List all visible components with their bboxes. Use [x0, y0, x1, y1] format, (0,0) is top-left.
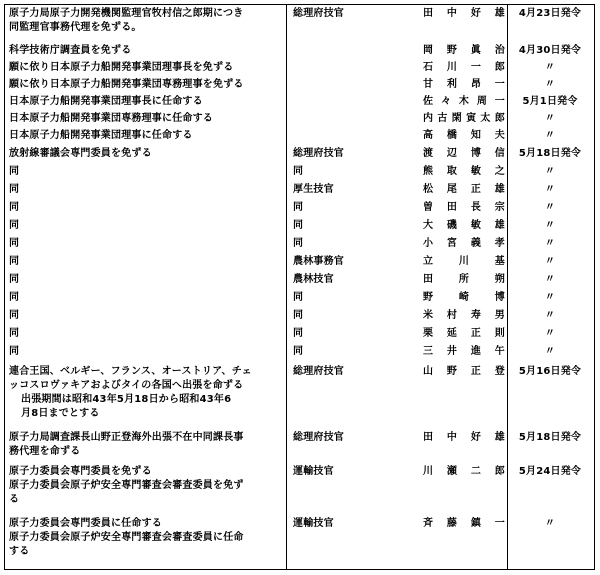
- person-name: 川瀬二郎: [423, 466, 505, 477]
- issue-date: 5月18日発令: [518, 148, 582, 159]
- issue-date: 〃: [544, 130, 556, 141]
- appointment-text: 同: [9, 220, 20, 231]
- appointment-text: 日本原子力船開発事業団理事に任命する: [9, 130, 193, 141]
- issue-date: 〃: [544, 518, 556, 529]
- person-name: 甘利昂一: [423, 79, 505, 90]
- official-title: 総理府技官: [293, 148, 344, 159]
- person-name: 岡野眞治: [423, 45, 505, 56]
- issue-date: 〃: [544, 202, 556, 213]
- appointment-text: 同: [9, 166, 20, 177]
- appointment-text: 同: [9, 346, 20, 357]
- appointment-text: 日本原子力船開発事業団理事長に任命する: [9, 96, 203, 107]
- table-body: [5, 5, 594, 569]
- official-title: 同: [293, 166, 304, 177]
- personnel-table: [4, 4, 595, 570]
- appointment-text: 原子力委員会専門委員に任命する 原子力委員会原子炉安全専門審査会審査委員に任命 する: [9, 518, 244, 557]
- appointment-text: 同: [9, 238, 20, 249]
- person-name: 栗延正則: [423, 328, 505, 339]
- official-title: 農林技官: [293, 274, 334, 285]
- person-name: 田中好雄: [423, 8, 505, 19]
- official-title: 農林事務官: [293, 256, 344, 267]
- issue-date: 5月1日発令: [522, 96, 578, 107]
- appointment-text: 日本原子力船開発事業団専務理事に任命する: [9, 113, 213, 124]
- appointment-text: 同: [9, 292, 20, 303]
- issue-date: 〃: [544, 328, 556, 339]
- official-title: 同: [293, 238, 304, 249]
- appointment-text: 同: [9, 274, 20, 285]
- issue-date: 〃: [544, 166, 556, 177]
- person-name: 斉藤鎮一: [423, 518, 505, 529]
- official-title: 総理府技官: [293, 432, 344, 443]
- appointment-text: 願に依り日本原子力船開発事業団理事長を免ずる: [9, 62, 234, 73]
- official-title: 総理府技官: [293, 366, 344, 377]
- official-title: 同: [293, 328, 304, 339]
- appointment-text: 同: [9, 328, 20, 339]
- appointment-text: 放射線審議会専門委員を免ずる: [9, 148, 152, 159]
- person-name: 山野正登: [423, 366, 505, 377]
- appointment-text: 同: [9, 184, 20, 195]
- person-name: 佐々木周一: [423, 96, 505, 107]
- person-name: 内古閑寅太郎: [423, 113, 505, 124]
- issue-date: 〃: [544, 184, 556, 195]
- person-name: 曽田長宗: [423, 202, 505, 213]
- issue-date: 〃: [544, 113, 556, 124]
- issue-date: 〃: [544, 346, 556, 357]
- issue-date: 〃: [544, 220, 556, 231]
- issue-date: 4月23日発令: [518, 8, 582, 19]
- issue-date: 5月24日発令: [518, 466, 582, 477]
- official-title: 同: [293, 310, 304, 321]
- issue-date: 〃: [544, 62, 556, 73]
- appointment-text: 科学技術庁調査員を免ずる: [9, 45, 132, 56]
- official-title: 同: [293, 220, 304, 231]
- person-name: 野崎博: [423, 292, 505, 303]
- appointment-text: 連合王国、ベルギー、フランス、オーストリア、チェ ッコスロヴァキアおよびタイの各国へ出張を命ずる 出張期間は昭和43年5月18日から昭和43年6 月8日までとする: [9, 366, 252, 419]
- issue-date: 〃: [544, 238, 556, 249]
- person-name: 高橋知夫: [423, 130, 505, 141]
- issue-date: 5月18日発令: [518, 432, 582, 443]
- official-title: 同: [293, 292, 304, 303]
- person-name: 渡辺博信: [423, 148, 505, 159]
- issue-date: 5月16日発令: [518, 366, 582, 377]
- issue-date: 〃: [544, 79, 556, 90]
- person-name: 大磯敏雄: [423, 220, 505, 231]
- official-title: 同: [293, 202, 304, 213]
- appointment-text: 同: [9, 202, 20, 213]
- person-name: 石川一郎: [423, 62, 505, 73]
- person-name: 三井進午: [423, 346, 505, 357]
- official-title: 厚生技官: [293, 184, 334, 195]
- official-title: 運輸技官: [293, 466, 334, 477]
- issue-date: 〃: [544, 256, 556, 267]
- person-name: 立川基: [423, 256, 505, 267]
- issue-date: 4月30日発令: [518, 45, 582, 56]
- person-name: 小宮義孝: [423, 238, 505, 249]
- issue-date: 〃: [544, 292, 556, 303]
- person-name: 松尾正雄: [423, 184, 505, 195]
- person-name: 田所朔: [423, 274, 505, 285]
- person-name: 熊取敏之: [423, 166, 505, 177]
- appointment-text: 原子力局調査課長山野正登海外出張不在中同課長事 務代理を命ずる: [9, 432, 244, 457]
- appointment-text: 原子力委員会専門委員を免ずる 原子力委員会原子炉安全専門審査会審査委員を免ず る: [9, 466, 244, 505]
- person-name: 田中好雄: [423, 432, 505, 443]
- official-title: 運輸技官: [293, 518, 334, 529]
- official-title: 総理府技官: [293, 8, 344, 19]
- official-title: 同: [293, 346, 304, 357]
- appointment-text: 同: [9, 310, 20, 321]
- appointment-text: 願に依り日本原子力船開発事業団専務理事を免ずる: [9, 79, 244, 90]
- issue-date: 〃: [544, 310, 556, 321]
- person-name: 米村寿男: [423, 310, 505, 321]
- appointment-text: 同: [9, 256, 20, 267]
- appointment-text: 原子力局原子力開発機関監理官牧村信之郎期につき 同監理官事務代理を免ずる。: [9, 8, 244, 33]
- issue-date: 〃: [544, 274, 556, 285]
